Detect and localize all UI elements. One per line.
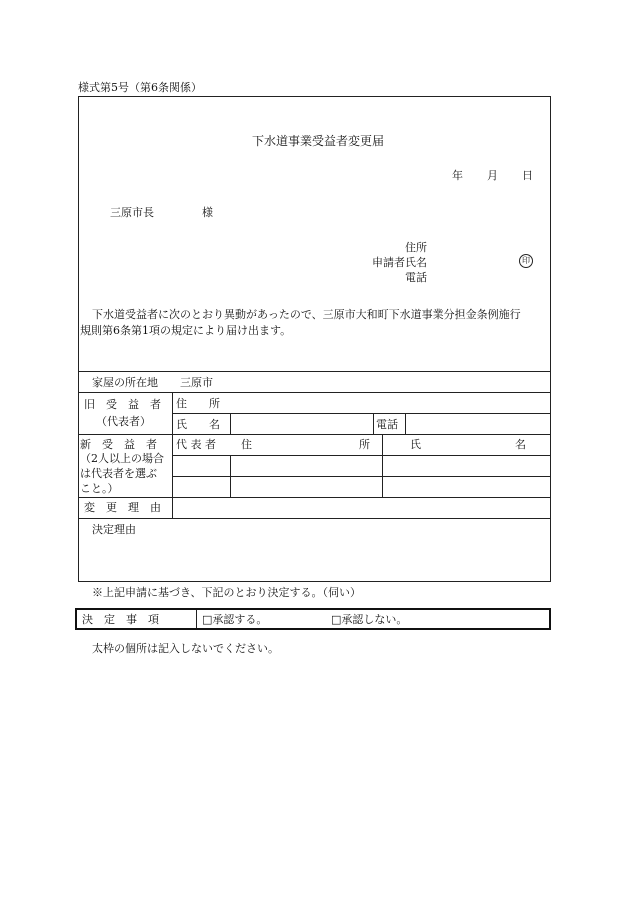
col-address-2: 所 — [359, 438, 370, 451]
row-line — [78, 392, 551, 393]
body-text-line2: 規則第6条第1項の規定により届け出ます。 — [80, 324, 292, 337]
col-line — [373, 413, 374, 434]
property-location-value: 三原市 — [180, 376, 213, 389]
new-beneficiary-label: 新 受 益 者 — [80, 438, 157, 451]
applicant-name-label: 申請者氏名 — [372, 256, 427, 269]
seal-mark: 印 — [519, 254, 533, 268]
new-beneficiary-note1: （2人以上の場合 — [80, 452, 164, 465]
applicant-phone-label: 電話 — [405, 271, 427, 284]
col-name-2: 名 — [515, 438, 526, 451]
row-line — [78, 497, 551, 498]
approve-option[interactable]: □承認する。 — [202, 613, 268, 626]
row-line — [78, 434, 551, 435]
row-line — [78, 518, 551, 519]
footer-note: 太枠の個所は記入しないでください。 — [92, 642, 279, 655]
old-beneficiary-sub: （代表者） — [96, 415, 151, 428]
old-phone-label: 電話 — [376, 418, 398, 431]
property-location-label: 家屋の所在地 — [92, 376, 158, 389]
representative-label: 代 表 者 — [176, 438, 216, 451]
col-line — [382, 434, 383, 497]
row-line — [172, 476, 551, 477]
col-line — [230, 455, 231, 497]
form-number: 様式第5号（第6条関係） — [78, 81, 202, 94]
new-beneficiary-note2: は代表者を選ぶ — [80, 467, 157, 480]
date-month: 月 — [487, 169, 498, 182]
form-title: 下水道事業受益者変更届 — [252, 134, 385, 148]
old-address-label: 住 所 — [176, 397, 220, 410]
addressee-honorific: 様 — [202, 206, 213, 219]
change-reason-label: 変 更 理 由 — [84, 501, 161, 514]
date-day: 日 — [522, 169, 533, 182]
note-based-on: ※上記申請に基づき、下記のとおり決定する。（伺い） — [92, 586, 362, 599]
row-line — [172, 455, 551, 456]
col-line — [405, 413, 406, 434]
new-beneficiary-note3: こと。） — [80, 482, 119, 495]
decision-divider — [196, 610, 197, 628]
reject-option[interactable]: □承認しない。 — [331, 613, 408, 626]
row-line — [78, 371, 551, 372]
old-beneficiary-label: 旧 受 益 者 — [84, 398, 161, 411]
applicant-address-label: 住所 — [405, 241, 427, 254]
addressee-name: 三原市長 — [110, 206, 154, 219]
col-line — [172, 392, 173, 518]
date-year: 年 — [452, 169, 463, 182]
decision-label: 決 定 事 項 — [82, 613, 159, 626]
col-line — [230, 413, 231, 434]
col-address-1: 住 — [241, 438, 252, 451]
row-line — [172, 413, 551, 414]
old-name-label: 氏 名 — [176, 418, 220, 431]
decision-reason-label: 決定理由 — [92, 523, 136, 536]
body-text-line1: 下水道受益者に次のとおり異動があったので、三原市大和町下水道事業分担金条例施行 — [92, 308, 521, 321]
col-name-1: 氏 — [410, 438, 421, 451]
